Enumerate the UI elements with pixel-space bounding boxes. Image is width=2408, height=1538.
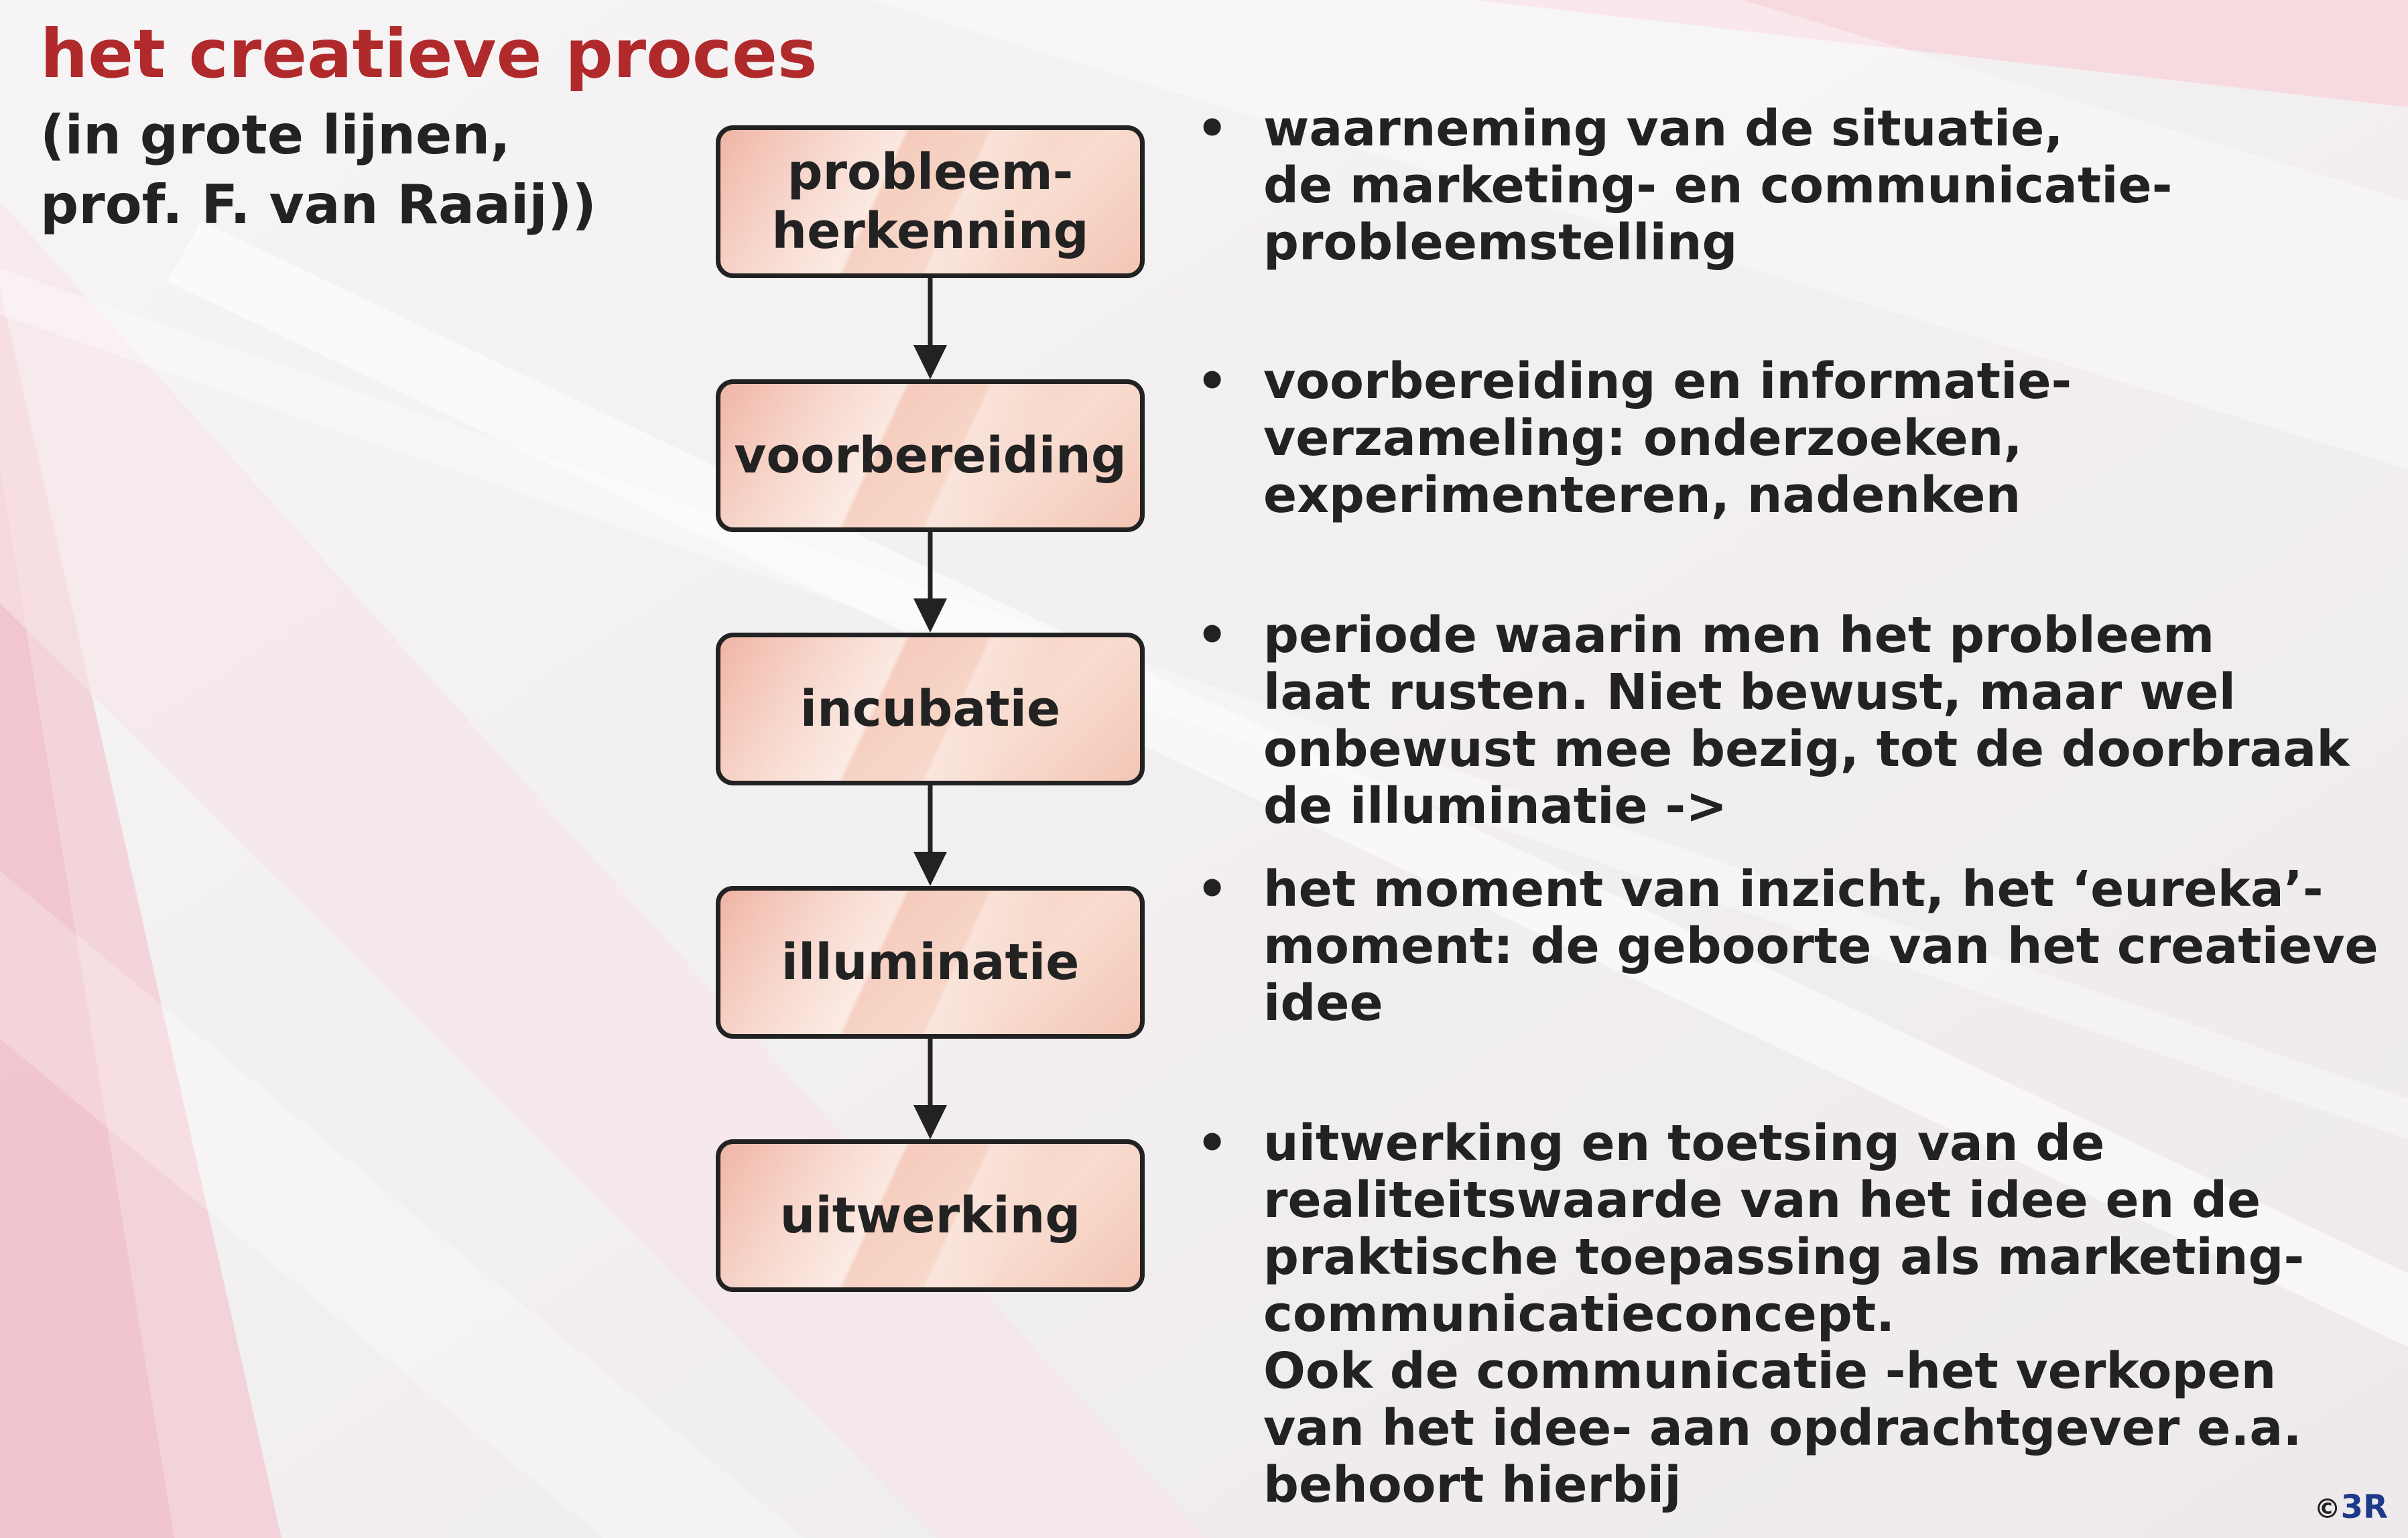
description-line: probleemstelling bbox=[1263, 214, 1738, 271]
description-incubatie bbox=[1196, 607, 2403, 835]
description-line: idee bbox=[1263, 974, 1383, 1032]
subtitle bbox=[40, 101, 596, 240]
description-line: van het idee- aan opdrachtgever e.a. bbox=[1263, 1399, 2302, 1457]
description-line: periode waarin men het probleem bbox=[1263, 606, 2215, 664]
description-line: praktische toepassing als marketing- bbox=[1263, 1228, 2305, 1286]
description-line: voorbereiding en informatie- bbox=[1263, 353, 2072, 410]
description-line: Ook de communicatie -het verkopen bbox=[1263, 1342, 2277, 1400]
description-line: laat rusten. Niet bewust, maar wel bbox=[1263, 663, 2236, 721]
logo-text: 3R bbox=[2340, 1488, 2388, 1526]
step-label: incubatie bbox=[800, 680, 1061, 738]
bullet-icon: • bbox=[1196, 100, 1228, 157]
copyright-logo bbox=[2314, 1488, 2388, 1526]
step-label: illuminatie bbox=[781, 934, 1080, 991]
step-label: voorbereiding bbox=[734, 427, 1127, 485]
step-incubatie bbox=[716, 633, 1145, 785]
arrow-down-icon bbox=[910, 278, 950, 379]
arrow-down-icon bbox=[910, 785, 950, 886]
bullet-icon: • bbox=[1196, 1114, 1228, 1172]
arrow-down-icon bbox=[910, 1039, 950, 1139]
bullet-icon: • bbox=[1196, 606, 1228, 664]
description-voorbereiding bbox=[1196, 353, 2403, 524]
description-line: uitwerking en toetsing van de bbox=[1263, 1114, 2105, 1172]
description-uitwerking bbox=[1196, 1115, 2403, 1514]
subtitle-line: prof. F. van Raaij)) bbox=[40, 174, 596, 236]
description-line: behoort hierbij bbox=[1263, 1456, 1682, 1514]
description-line: moment: de geboorte van het creatieve bbox=[1263, 917, 2379, 975]
step-probleemherkenning bbox=[716, 125, 1145, 278]
description-line: de marketing- en communicatie- bbox=[1263, 157, 2173, 214]
page-title: het creatieve proces bbox=[40, 15, 818, 93]
step-label: uitwerking bbox=[779, 1187, 1081, 1244]
step-uitwerking bbox=[716, 1139, 1145, 1292]
description-line: het moment van inzicht, het ‘eureka’- bbox=[1263, 860, 2324, 918]
step-label: probleem- bbox=[787, 143, 1074, 201]
description-line: experimenteren, nadenken bbox=[1263, 466, 2021, 524]
description-line: waarneming van de situatie, bbox=[1263, 100, 2064, 157]
description-probleemherkenning bbox=[1196, 101, 2403, 271]
description-line: de illuminatie -> bbox=[1263, 777, 1728, 835]
step-label: herkenning bbox=[771, 202, 1089, 260]
description-line: onbewust mee bezig, tot de doorbraak bbox=[1263, 720, 2350, 778]
step-voorbereiding bbox=[716, 379, 1145, 532]
description-line: verzameling: onderzoeken, bbox=[1263, 409, 2023, 467]
description-illuminatie bbox=[1196, 861, 2403, 1032]
bullet-icon: • bbox=[1196, 860, 1228, 918]
step-illuminatie bbox=[716, 886, 1145, 1039]
description-line: realiteitswaarde van het idee en de bbox=[1263, 1171, 2261, 1229]
subtitle-line: (in grote lijnen, bbox=[40, 104, 511, 166]
copyright-symbol: © bbox=[2314, 1494, 2341, 1525]
bullet-icon: • bbox=[1196, 353, 1228, 410]
description-line: communicatieconcept. bbox=[1263, 1285, 1895, 1343]
arrow-down-icon bbox=[910, 532, 950, 633]
